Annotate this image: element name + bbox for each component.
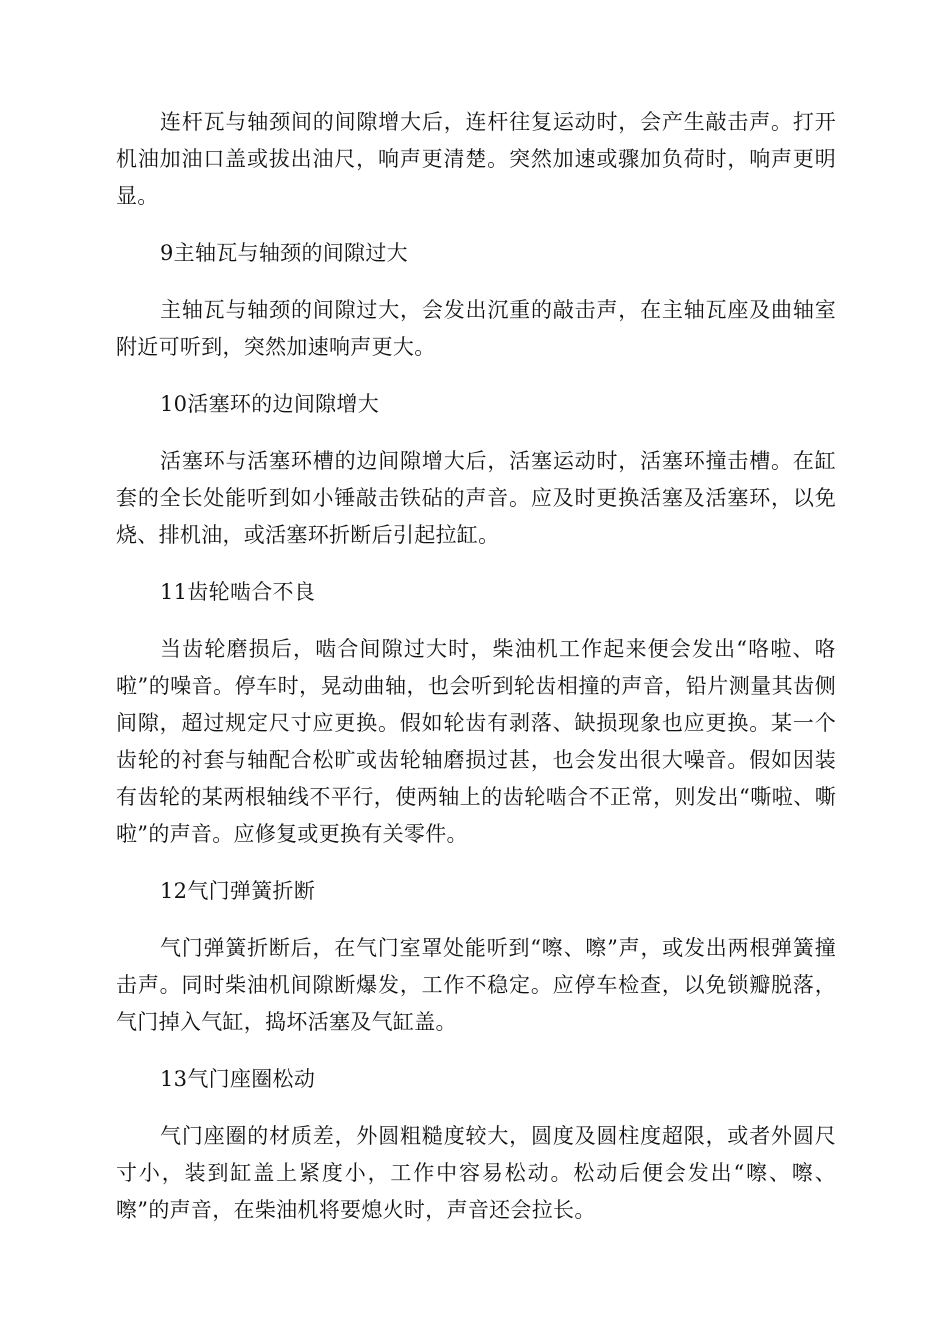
paragraph-connecting-rod: 连杆瓦与轴颈间的间隙增大后，连杆往复运动时，会产生敲击声。打开机油加油口盖或拔出油尺，响声更清楚。突然加速或骤加负荷时，响声更明显。 — [116, 110, 836, 208]
paragraph-valve-spring: 气门弹簧折断后，在气门室罩处能听到“嚓、嚓”声，或发出两根弹簧撞击声。同时柴油机间隙断爆发，工作不稳定。应停车检查，以免锁瓣脱落，气门掉入气缸，捣坏活塞及气缸盖。 — [116, 936, 836, 1034]
heading-valve-seat: 13气门座圈松动 — [160, 1067, 316, 1091]
paragraph-main-bearing: 主轴瓦与轴颈的间隙过大，会发出沉重的敲击声，在主轴瓦座及曲轴室附近可听到，突然加速响声更大。 — [116, 298, 836, 359]
paragraph-piston-ring: 活塞环与活塞环槽的边间隙增大后，活塞运动时，活塞环撞击槽。在缸套的全长处能听到如小锤敲击铁砧的声音。应及时更换活塞及活塞环，以免烧、排机油，或活塞环折断后引起拉缸。 — [116, 449, 836, 547]
document-page — [116, 104, 836, 1229]
paragraph-valve-seat: 气门座圈的材质差，外圆粗糙度较大，圆度及圆柱度超限，或者外圆尺寸小，装到缸盖上紧度小，工作中容易松动。松动后便会发出“嚓、嚓、嚓”的声音，在柴油机将要熄火时，声音还会拉长。 — [116, 1124, 836, 1222]
heading-valve-spring: 12气门弹簧折断 — [160, 879, 316, 903]
paragraph-gear-mesh: 当齿轮磨损后，啮合间隙过大时，柴油机工作起来便会发出“咯啦、咯啦”的噪音。停车时，晃动曲轴，也会听到轮齿相撞的声音，铅片测量其齿侧间隙，超过规定尺寸应更换。假如轮齿有剥落、缺损现象也应更换。某一个齿轮的衬套与轴配合松旷或齿轮轴磨损过甚，也会发出很大噪音。假如因装有齿轮的某两根轴线不平行，使两轴上的齿轮啮合不正常，则发出“嘶啦、嘶啦”的声音。应修复或更换有关零件。 — [116, 637, 836, 846]
heading-gear-mesh: 11齿轮啮合不良 — [160, 580, 316, 604]
heading-piston-ring: 10活塞环的边间隙增大 — [160, 392, 380, 416]
heading-main-bearing: 9主轴瓦与轴颈的间隙过大 — [160, 241, 408, 265]
